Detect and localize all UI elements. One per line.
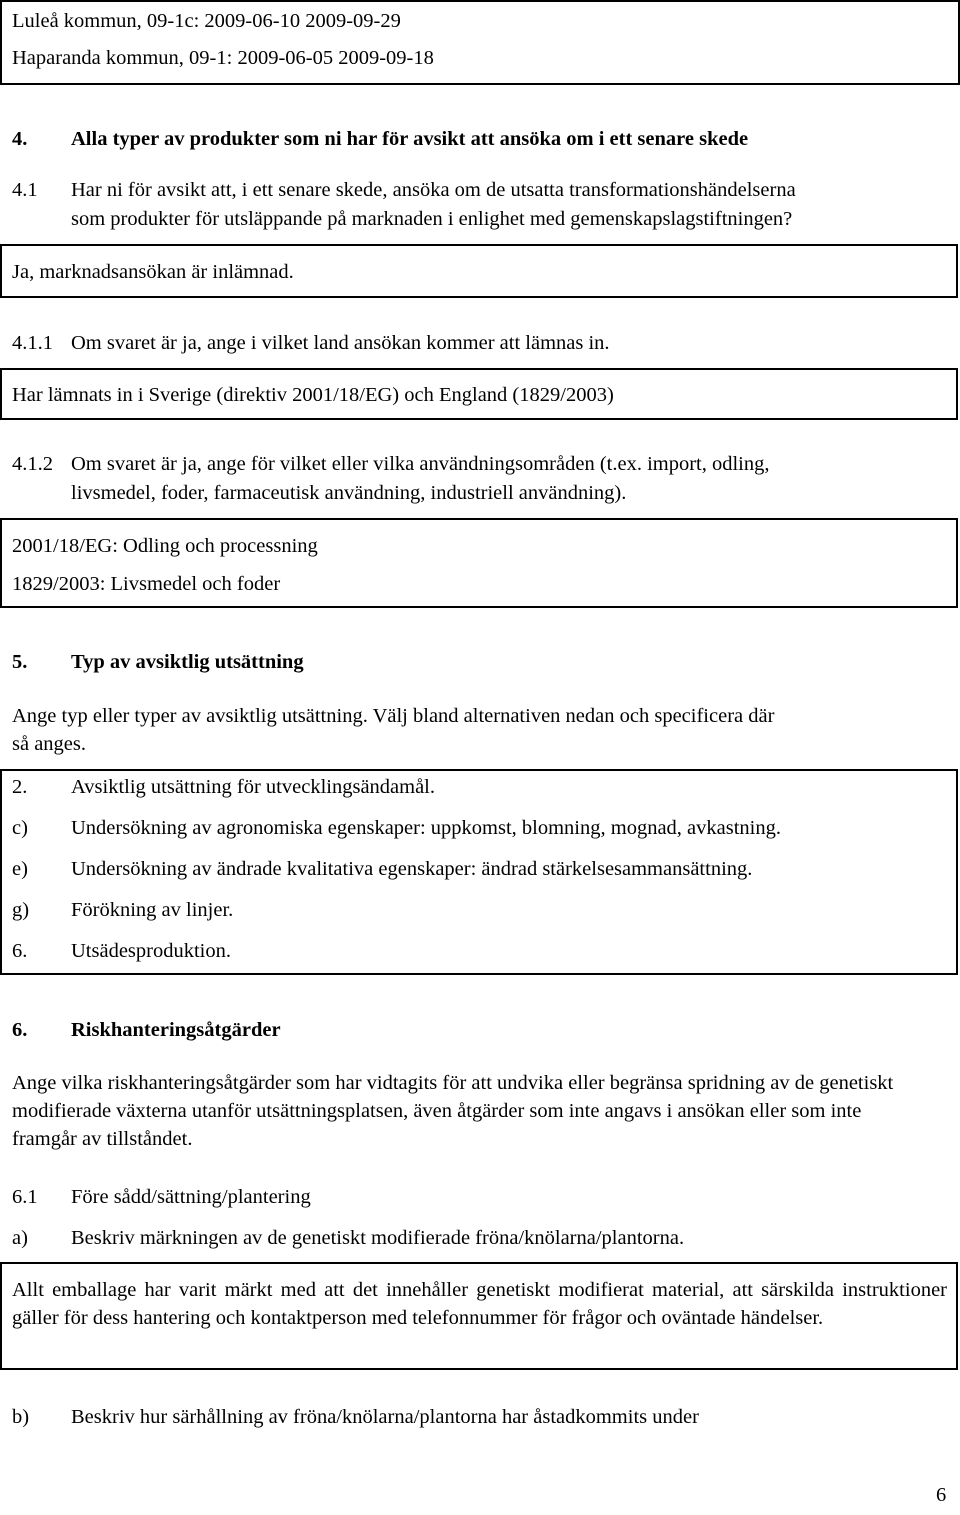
question-4-1-2-line-2: livsmedel, foder, farmaceutisk användning, industriell användning). [71, 482, 627, 504]
question-b-label: b) [12, 1406, 30, 1428]
question-4-1-line-1: Har ni för avsikt att, i ett senare skede, ansöka om de utsatta transformationshändelserna [71, 179, 796, 201]
section-4-title: Alla typer av produkter som ni har för avsikt att ansöka om i ett senare skede [71, 128, 749, 150]
release-item-label: 6. [12, 940, 28, 962]
section-6-title: Riskhanteringsåtgärder [71, 1019, 281, 1041]
question-4-1-line-2: som produkter för utsläppande på marknaden i enlighet med gemenskapslagstiftningen? [71, 208, 793, 230]
page-number: 6 [936, 1484, 947, 1506]
subsection-6-1-title: Före sådd/sättning/plantering [71, 1186, 311, 1208]
question-a-text: Beskriv märkningen av de genetiskt modifierade fröna/knölarna/plantorna. [71, 1227, 685, 1249]
release-item-text: Undersökning av agronomiska egenskaper: uppkomst, blomning, mognad, avkastning. [71, 817, 781, 839]
answer-4-1: Ja, marknadsansökan är inlämnad. [12, 261, 294, 283]
answer-4-1-2-line-1: 2001/18/EG: Odling och processning [12, 535, 318, 557]
release-item-text: Undersökning av ändrade kvalitativa egenskaper: ändrad stärkelsesammansättning. [71, 858, 753, 880]
release-item-text: Avsiktlig utsättning för utvecklingsändamål. [71, 776, 436, 798]
release-item-label: e) [12, 858, 28, 880]
section-6-number: 6. [12, 1019, 28, 1041]
section-5-title: Typ av avsiktlig utsättning [71, 651, 304, 673]
header-line-2: Haparanda kommun, 09-1: 2009-06-05 2009-09-18 [12, 47, 434, 69]
section-6-intro: Ange vilka riskhanteringsåtgärder som har vidtagits för att undvika eller begränsa spridning av de genetiskt modifierade växterna utanför utsättningsplatsen, även åtgärder som inte angavs i ansökan eller som inte framgår av tillståndet. [12, 1072, 894, 1150]
section-5-intro-line-2: så anges. [12, 733, 87, 755]
release-item-text: Utsädesproduktion. [71, 940, 231, 962]
question-4-1-1-number: 4.1.1 [12, 332, 53, 354]
release-item-text: Förökning av linjer. [71, 899, 234, 921]
question-b-text: Beskriv hur särhållning av fröna/knölarna/plantorna har åstadkommits under [71, 1406, 699, 1428]
section-5-number: 5. [12, 651, 28, 673]
header-line-1: Luleå kommun, 09-1c: 2009-06-10 2009-09-29 [12, 10, 401, 32]
answer-4-1-2-line-2: 1829/2003: Livsmedel och foder [12, 573, 281, 595]
section-4-number: 4. [12, 128, 28, 150]
section-5-intro-line-1: Ange typ eller typer av avsiktlig utsättning. Välj bland alternativen nedan och specificera där [12, 705, 775, 727]
question-4-1-2-number: 4.1.2 [12, 453, 53, 475]
question-a-label: a) [12, 1227, 28, 1249]
release-item-label: g) [12, 899, 30, 921]
question-4-1-number: 4.1 [12, 179, 38, 201]
answer-a-text: Allt emballage har varit märkt med att det innehåller genetiskt modifierat material, att särskilda instruktioner gäller för dess hantering och kontaktperson med telefonnummer för frågor och oväntade händelser. [12, 1279, 947, 1329]
question-4-1-1: Om svaret är ja, ange i vilket land ansökan kommer att lämnas in. [71, 332, 610, 354]
release-item-label: c) [12, 817, 28, 839]
subsection-6-1-number: 6.1 [12, 1186, 38, 1208]
question-4-1-2-line-1: Om svaret är ja, ange för vilket eller vilka användningsområden (t.ex. import, odling, [71, 453, 770, 475]
release-item-label: 2. [12, 776, 28, 798]
answer-4-1-1: Har lämnats in i Sverige (direktiv 2001/18/EG) och England (1829/2003) [12, 384, 614, 406]
